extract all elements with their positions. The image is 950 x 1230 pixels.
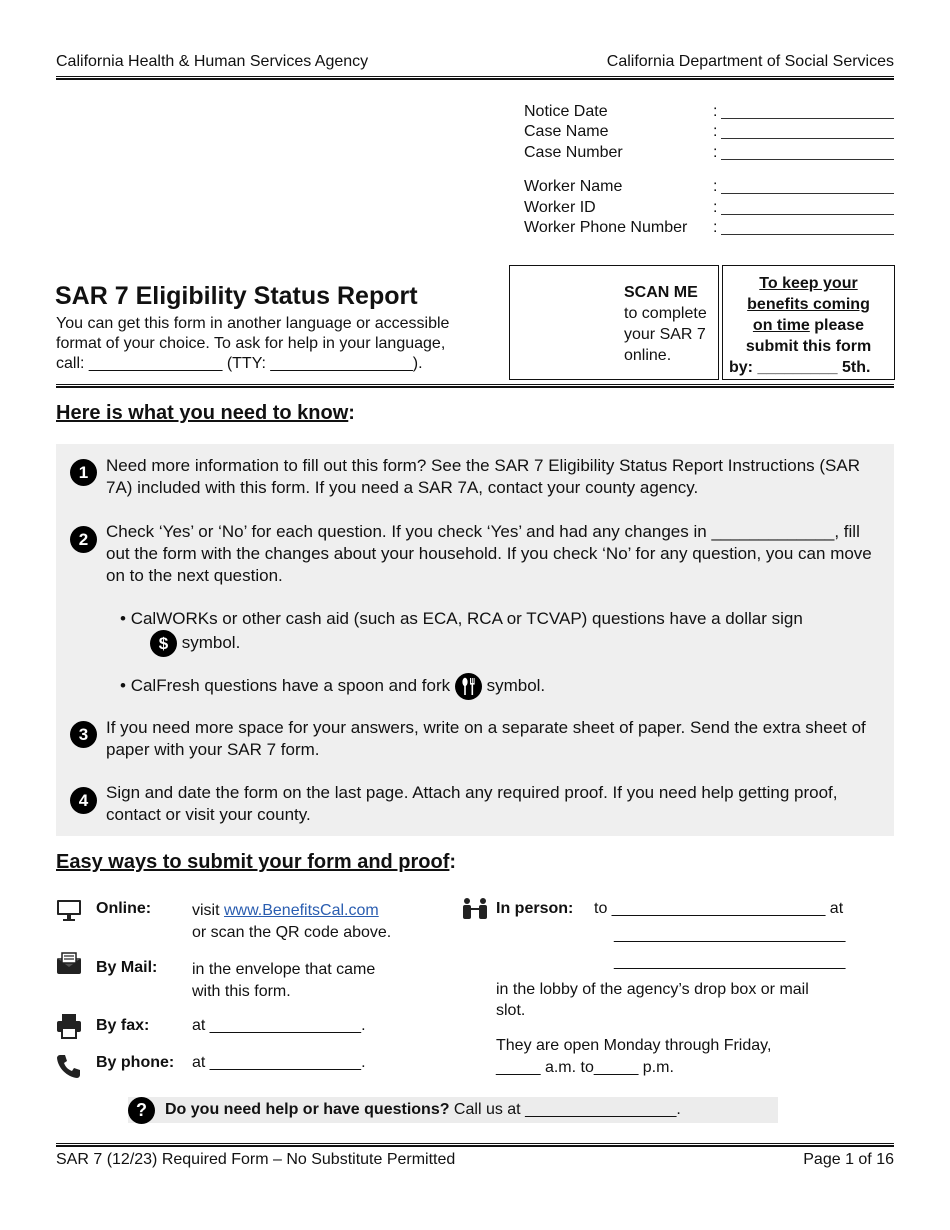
fax-text: at _________________. xyxy=(192,1017,366,1034)
step-1-text: Need more information to fill out this form? See the SAR 7 Eligibility Status Report Instructions (SAR 7A) included with this form. If you need a SAR 7A, contact your county agency. xyxy=(106,456,860,497)
step-2-icon: 2 xyxy=(70,526,97,553)
in-person-line2: __________________________ xyxy=(614,926,846,943)
phone-icon xyxy=(56,1053,82,1084)
people-icon xyxy=(461,897,489,926)
help-text: Do you need help or have questions? Call us at _________________. xyxy=(165,1101,681,1118)
online-label: Online: xyxy=(96,900,152,917)
cash-aid-bullet: • CalWORKs or other cash aid (such as ECA, RCA or TCVAP) questions have a dollar sign $ symbol. xyxy=(120,608,880,657)
fax-icon xyxy=(56,1013,82,1044)
footer-rule xyxy=(56,1143,894,1147)
envelope-icon xyxy=(56,952,82,981)
page-title: SAR 7 Eligibility Status Report xyxy=(55,282,418,310)
submit-heading: Easy ways to submit your form and proof: xyxy=(56,851,457,873)
computer-icon xyxy=(56,899,82,928)
phone-text: at _________________. xyxy=(192,1054,366,1071)
notice-date-field[interactable]: Notice Date : xyxy=(524,103,894,123)
phone-label: By phone: xyxy=(96,1054,175,1071)
step-4-icon: 4 xyxy=(70,787,97,814)
language-help-text: You can get this form in another language or accessible format of your choice. To ask for help in your language, call: _______________ (TTY: ________________). xyxy=(56,315,450,372)
dollar-sign-icon: $ xyxy=(150,630,177,657)
deadline-box: To keep your benefits coming on time please submit this form by: _________ 5th. xyxy=(722,265,895,380)
worker-id-field[interactable]: Worker ID : xyxy=(524,199,894,219)
step-3-icon: 3 xyxy=(70,721,97,748)
page-number: Page 1 of 16 xyxy=(803,1151,894,1168)
know-heading: Here is what you need to know: xyxy=(56,402,355,424)
instructions-panel xyxy=(56,444,894,836)
spoon-fork-icon xyxy=(455,673,482,700)
question-icon: ? xyxy=(128,1097,155,1124)
case-name-field[interactable]: Case Name : xyxy=(524,123,894,143)
step-1-icon: 1 xyxy=(70,459,97,486)
case-number-field[interactable]: Case Number : xyxy=(524,144,894,164)
in-person-label: In person: xyxy=(496,900,574,917)
worker-phone-field[interactable]: Worker Phone Number : xyxy=(524,219,894,239)
in-person-location: in the lobby of the agency’s drop box or mail slot. xyxy=(496,981,809,1019)
header-rule xyxy=(56,76,894,80)
step-3-text: If you need more space for your answers, write on a separate sheet of paper. Send the extra sheet of paper with your SAR 7 form. xyxy=(106,718,866,759)
worker-name-field[interactable]: Worker Name : xyxy=(524,178,894,198)
mail-label: By Mail: xyxy=(96,959,158,976)
department-name: California Department of Social Services xyxy=(606,53,894,70)
step-2-text: Check ‘Yes’ or ‘No’ for each question. If you check ‘Yes’ and had any changes in _____________, fill out the form with the changes about your household. If you check ‘No’ for any question, you can move on to the next question. xyxy=(106,522,872,585)
benefitscal-link[interactable]: www.BenefitsCal.com xyxy=(224,902,379,919)
calfresh-bullet: • CalFresh questions have a spoon and fork symbol. xyxy=(120,673,880,700)
form-id: SAR 7 (12/23) Required Form – No Substitute Permitted xyxy=(56,1151,456,1168)
office-hours: They are open Monday through Friday, _____ a.m. to_____ p.m. xyxy=(496,1037,772,1076)
scan-heading: SCAN ME xyxy=(624,284,698,301)
in-person-line3: __________________________ xyxy=(614,953,846,970)
qr-scan-box[interactable]: SCAN ME to complete your SAR 7 online. xyxy=(509,265,719,380)
fax-label: By fax: xyxy=(96,1017,150,1034)
title-rule xyxy=(56,384,894,388)
mail-text: in the envelope that came with this form. xyxy=(192,961,376,1000)
in-person-line1: to ________________________ at xyxy=(594,900,844,917)
agency-name: California Health & Human Services Agency xyxy=(56,53,369,70)
step-4-text: Sign and date the form on the last page. Attach any required proof. If you need help getting proof, contact or visit your county. xyxy=(106,783,838,824)
online-text: visit www.BenefitsCal.com or scan the QR code above. xyxy=(192,902,392,941)
